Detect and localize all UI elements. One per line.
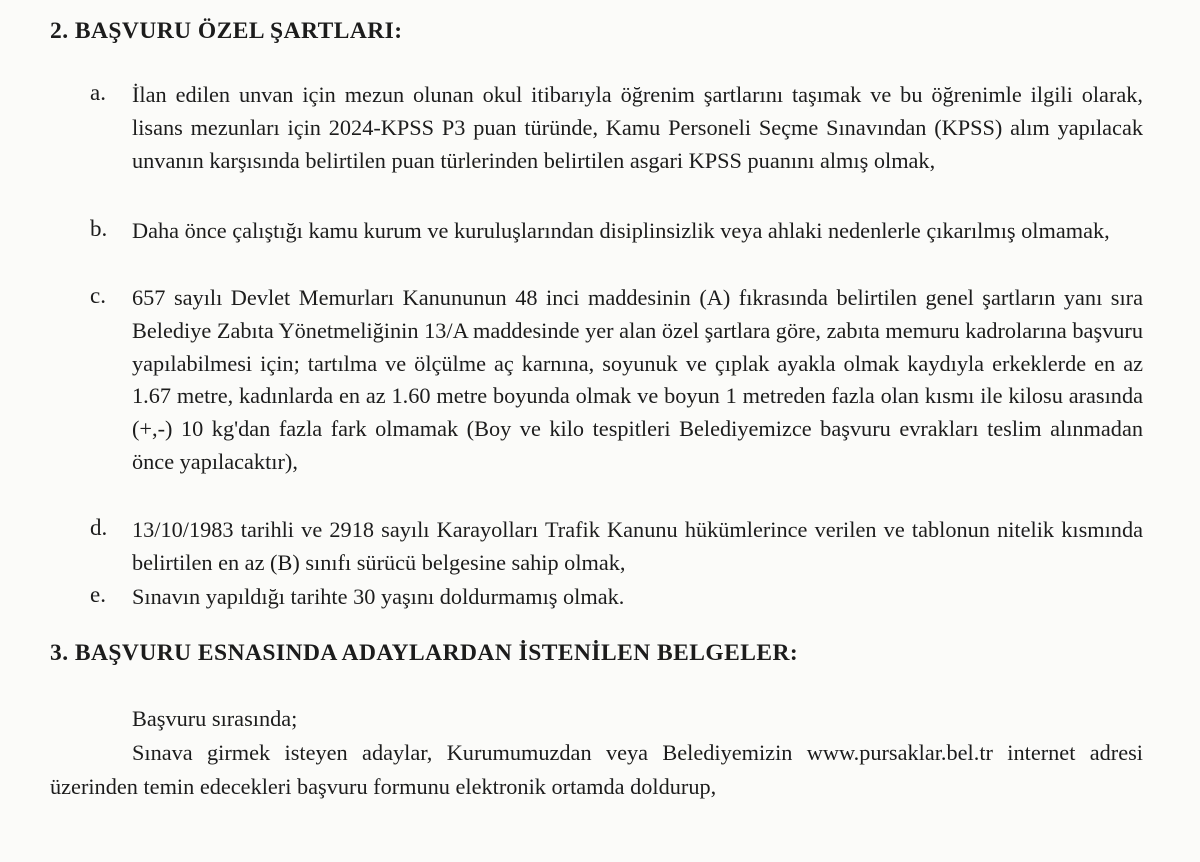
list-item-text: 13/10/1983 tarihli ve 2918 sayılı Karayolları Trafik Kanunu hükümlerince verilen ve tablonun nitelik kısmında belirtilen en az (B) sınıfı sürücü belgesine sahip olmak,: [132, 517, 1143, 575]
list-marker: b.: [90, 216, 108, 241]
list-item-text: Sınavın yapıldığı tarihte 30 yaşını doldurmamış olmak.: [132, 584, 625, 609]
list-item-text: Daha önce çalıştığı kamu kurum ve kuruluşlarından disiplinsizlik veya ahlaki nedenlerle çıkarılmış olmamak,: [132, 218, 1110, 243]
list-item-text: 657 sayılı Devlet Memurları Kanununun 48 inci maddesinin (A) fıkrasında belirtilen genel şartların yanı sıra Belediye Zabıta Yönetmeliğinin 13/A maddesinde yer alan özel şartlara göre, zabıta memuru kadrolarına başvuru yapılabilmesi için; tartılma ve ölçülme aç karnına, soyunuk ve çıplak ayakla olmak kaydıyla erkeklerde en az 1.67 metre, kadınlarda en az 1.60 metre boyunda olmak ve boyun 1 metreden fazla olan kısmı ile kilosu arasında (+,-) 10 kg'dan fazla fark olmamak (Boy ve kilo tespitleri Belediyemizce başvuru evrakları teslim alınmadan önce yapılacaktır),: [132, 285, 1143, 474]
list-marker: d.: [90, 515, 108, 540]
list-marker: e.: [90, 582, 106, 607]
body-paragraph: Sınava girmek isteyen adaylar, Kurumumuzdan veya Belediyemizin www.pursaklar.bel.tr internet adresi üzerinden temin edecekleri başvuru formunu elektronik ortamda doldurup,: [50, 740, 1143, 799]
section-2-heading: 2. BAŞVURU ÖZEL ŞARTLARI:: [50, 18, 403, 44]
list-marker: a.: [90, 80, 106, 105]
section-3-heading: 3. BAŞVURU ESNASINDA ADAYLARDAN İSTENİLEN BELGELER:: [50, 640, 799, 666]
list-marker: c.: [90, 283, 106, 308]
list-item-text: İlan edilen unvan için mezun olunan okul itibarıyla öğrenim şartlarını taşımak ve bu öğrenimle ilgili olarak, lisans mezunları için 2024-KPSS P3 puan türünde, Kamu Personeli Seçme Sınavından (KPSS) alım yapılacak unvanın karşısında belirtilen puan türlerinden belirtilen asgari KPSS puanını almış olmak,: [132, 82, 1143, 173]
intro-text: Başvuru sırasında;: [132, 706, 298, 731]
